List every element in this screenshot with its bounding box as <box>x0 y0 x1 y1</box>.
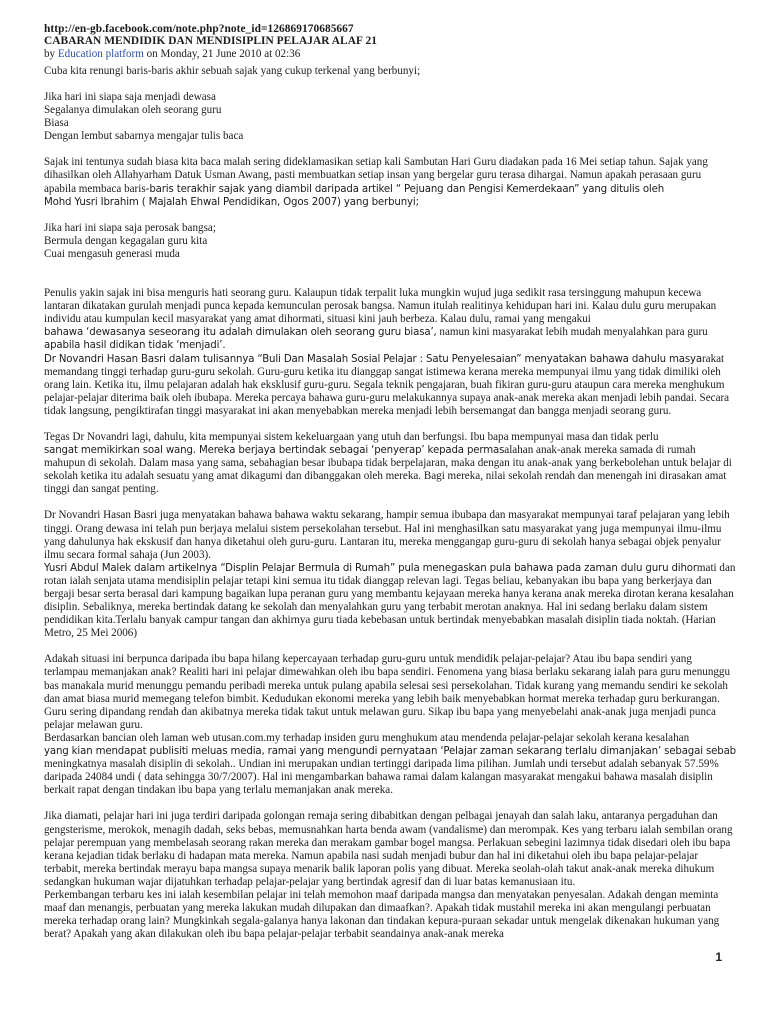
source-url: http://en-gb.facebook.com/note.php?note_id=126869170685667 <box>44 23 354 35</box>
author-link[interactable]: Education platform <box>57 47 144 60</box>
p2-text-c: Mohd Yusri Ibrahim ( Majalah Ehwal Pendidikan, Ogos 2007) yang berbunyi; <box>44 196 419 208</box>
paragraph-4 <box>44 353 736 418</box>
poem-excerpt-2 <box>44 222 736 261</box>
p3-text-d: apabila hasil didikan tidak ‘menjadi’. <box>44 340 226 352</box>
poem1-line: Biasa <box>44 117 69 130</box>
byline <box>44 48 736 61</box>
p5-text-c: alahan anak-anak mereka samada di rumah mahupun di sekolah. Dalam masa yang sama, sebahagian besar ibubapa tidak berpelajaran, maka dengan itu anak-anak yang berkebolehan untuk belajar di sekolah ketika itu adalah sesuatu yang amat dikagumi dan dibanggakan oleh mereka. Bagi mereka, nilai sekolah rendah dan menengah ini dirasakan amat tinggi dan sangat penting. <box>44 444 732 496</box>
post-date: on Monday, 21 June 2010 at 02:36 <box>146 47 301 60</box>
paragraph-7 <box>44 653 736 797</box>
p2-text-a: Sajak ini tentunya sudah biasa kita baca malah sering dideklamasikan setiap kali Sambutan Hari Guru diadakan pada 16 Mei setiap tahun. Sajak yang dihasilkan oleh Allahyarham Datuk Usman Awang, pasti membuatkan setiap insan yang bergelar guru terasa dihargai. Namun apakah perasaan guru apabila membaca baris- <box>44 156 708 195</box>
paragraph-5 <box>44 431 736 496</box>
p4-text-a: Dr Novandri Hasan Basri dalam tulisannya “Buli Dan Masalah Sosial Pelajar : Satu Penyelesaian” menyatakan bahawa dahulu masya <box>44 353 702 365</box>
p5-text-a: Tegas Dr Novandri lagi, dahulu, kita mempunyai sistem kekeluargaan yang utuh dan berfungsi. Ibu bapa mempunyai masa dan tidak perlu <box>44 430 659 443</box>
p2-text-b: baris terakhir sajak yang diambil daripada artikel “ Pejuang dan Pengisi Kemerdekaan” yang ditulis oleh <box>149 183 665 195</box>
poem2-line: Cuai mengasuh generasi muda <box>44 247 180 260</box>
p6-text-a: Dr Novandri Hasan Basri juga menyatakan bahawa bahawa waktu sekarang, hampir semua ibubapa dan masyarakat mempunyai taraf pelajaran yang lebih tinggi. Orang dewasa ini telah pun berjaya melalui sistem persekolahan tersebut. Hal ini menghasilkan satu masyarakat yang juga mempunyai ilmu-ilmu yang dahulunya hak ekskusif dan hanya diketahui oleh guru-guru. Lantaran itu, mereka menggangap guru-guru di sekolah hanya sebagai objek penyalur ilmu secara formal sahaja (Jun 2003). <box>44 509 730 561</box>
paragraph-6 <box>44 509 736 640</box>
p6-text-c: mati dan rotan ialah senjata utama mendisiplin pelajar tetapi kini semua itu tidak dianggap relevan lagi. Tegas beliau, kebanyakan ibu bapa yang berkerjaya dan bergaji besar serta berasal dari kampung bagaikan lupa peranan guru yang membantu kejayaan mereka hanya kerana anak mereka dirotan kerana kesalahan disiplin. Sebaliknya, mereka bertindak datang ke sekolah dan menyalahkan guru yang terbabit merotan anaknya. Hal ini sedang berlaku dalam sistem pendidikan kita.Terlalu banyak campur tangan dan akhirnya guru tiada kebebasan untuk bertindak menyebabkan masalah disiplin tiada noktah. (Harian Metro, 25 Mei 2006) <box>44 561 736 640</box>
poem2-line: Jika hari ini siapa saja perosak bangsa; <box>44 221 216 234</box>
paragraph-8 <box>44 810 736 941</box>
p7-text-b: Berdasarkan bancian oleh laman web utusan.com.my terhadap insiden guru menghukum atau mendenda pelajar-pelajar sekolah kerana kesalahan <box>44 731 690 744</box>
poem1-line: Dengan lembut sabarnya mengajar tulis baca <box>44 130 244 143</box>
p8-text-a: Jika diamati, pelajar hari ini juga terdiri daripada golongan remaja sering dibabitkan dengan pelbagai jenayah dan salah laku, antaranya pergaduhan dan gengsterisme, merokok, menagih dadah, seks bebas, memusnahkan harta benda awam (vandalisme) dan merompak. Kes yang terbaru ialah sembilan orang pelajar perempuan yang membelasah seorang rakan mereka dan merakam gambar bogel mangsa. Perlakuan sebegini lazimnya tidak disedari oleh ibu bapa kerana kejadian tidak berlaku di hadapan mata mereka. Namun apabila nasi sudah menjadi bubur dan hal ini diketahui oleh ibu bapa pelajar-pelajar terbabit, mereka bertindak merayu bapa mangsa supaya menarik balik laporan polis yang dibuat. Mereka seolah-olah takut anak-anak mereka dihukum sedangkan hukuman wajar dijatuhkan terhadap pelajar-pelajar yang bertindak agresif dan di luar batas kemanusiaan itu. <box>44 810 733 888</box>
paragraph-2 <box>44 156 736 208</box>
document-page <box>44 23 736 954</box>
byline-prefix: by <box>44 47 56 60</box>
poem1-line: Jika hari ini siapa saja menjadi dewasa <box>44 91 216 103</box>
p4-text-b: rakat memandang tinggi terhadap guru-guru sekolah. Guru-guru ketika itu dianggap sangat istimewa kerana mereka mempunyai ilmu yang tidak dimiliki oleh orang lain. Ketika itu, ilmu pelajaran adalah hak eksklusif guru-guru. Segala teknik pengajaran, buah fikiran guru-guru ataupun cara mereka menghukum pelajar-pelajar diterima baik oleh ibubapa. Mereka percaya bahawa guru-guru melakukannya supaya anak-anak mereka akan menjadi lebih pandai. Secara tidak langsung, pengiktirafan tinggi masyarakat ini akan menyebabkan mereka menjadi lebih bersemangat dan bangga menjadi seorang guru. <box>44 352 730 417</box>
p7-text-d: meningkatnya masalah disiplin di sekolah.. Undian ini merupakan undian tertinggi daripada lima pilihan. Jumlah undi tersebut adalah sebanyak 57.59% daripada 24084 undi ( data sehingga 30/7/2007). Hal ini mengambarkan bahawa ramai dalam kalangan masyarakat mengakui bahawa masalah disiplin berkait rapat dengan tindakan ibu bapa yang terlalu memanjakan anak mereka. <box>44 758 719 797</box>
paragraph-3 <box>44 287 736 352</box>
p3-text-a: Penulis yakin sajak ini bisa menguris hati seorang guru. Kalaupun tidak terpalit luka mungkin wujud juga sedikit rasa tersinggung mahupun kecewa lantaran dikatakan gurulah menjadi punca kepada kemunculan perosak bangsa. Namun itulah realitinya kehidupan hari ini. Kalau dulu guru merupakan individu atau kumpulan kecil masyarakat yang amat dihormati, situasi kini jauh berbeza. Kalau dulu, ramai yang mengakui <box>44 287 717 326</box>
p8-text-b: Perkembangan terbaru kes ini ialah kesembilan pelajar ini telah memohon maaf daripada mangsa dan menyatakan penyesalan. Adakah dengan meminta maaf dan menangis, perbuatan yang mereka lakukan mudah dilupakan dan dimaafkan?. Apakah tidak mustahil mereka ini akan mengulangi perbuatan mereka terhadap orang lain? Mungkinkah segala-galanya hanya lakonan dan tindakan kepura-puraan sekadar untuk mengelak dikenakan hukuman yang berat? Apakah yang akan dilakukan oleh ibu bapa pelajar-pelajar terbabit seandainya anak-anak mereka <box>44 888 720 941</box>
p3-text-c: namun kini masyarakat lebih mudah menyalahkan para guru <box>436 326 708 339</box>
poem2-line: Bermula dengan kegagalan guru kita <box>44 234 208 247</box>
p7-text-a: Adakah situasi ini berpunca daripada ibu bapa hilang kepercayaan terhadap guru-guru untuk mendidik pelajar-pelajar? Atau ibu bapa sendiri yang terlampau memanjakan anak? Realiti hari ini pelajar dimewahkan oleh ibu bapa sendiri. Fenomena yang biasa berlaku sekarang ialah para guru menunggu bas manakala murid menunggu pemandu peribadi mereka untuk pulang apabila selesai sesi persekolahan. Tidak kurang yang memandu sendiri ke sekolah dan amat biasa murid memegang telefon bimbit. Kedudukan ekonomi mereka yang lebih baik menyebabkan hormat mereka terhadap guru berkurangan. Guru sering dipandang rendah dan akibatnya mereka tidak takut untuk melawan guru. Sikap ibu bapa yang menyebelahi anak-anak juga menjadi punca pelajar melawan guru. <box>44 653 731 731</box>
p7-text-c: yang kian mendapat publisiti meluas media, ramai yang mengundi pernyataan ‘Pelajar zaman sekarang terlalu dimanjakan’ sebagai sebab <box>44 746 736 758</box>
poem-excerpt-1 <box>44 91 736 143</box>
poem1-line: Segalanya dimulakan oleh seorang guru <box>44 104 222 117</box>
p6-text-b: Yusri Abdul Malek dalam artikelnya “Displin Pelajar Bermula di Rumah” pula menegaskan pula bahawa pada zaman dulu guru dihor <box>44 562 697 574</box>
p5-text-b: sangat memikirkan soal wang. Mereka berjaya bertindak sebagai ‘penyerap’ kepada permas <box>44 445 505 457</box>
article-title: CABARAN MENDIDIK DAN MENDISIPLIN PELAJAR ALAF 21 <box>44 35 377 48</box>
intro-paragraph: Cuba kita renungi baris-baris akhir sebuah sajak yang cukup terkenal yang berbunyi; <box>44 64 421 77</box>
p3-text-b: bahawa ‘dewasanya seseorang itu adalah dimulakan oleh seorang guru biasa’, <box>44 327 437 339</box>
page-number: 1 <box>715 950 722 964</box>
